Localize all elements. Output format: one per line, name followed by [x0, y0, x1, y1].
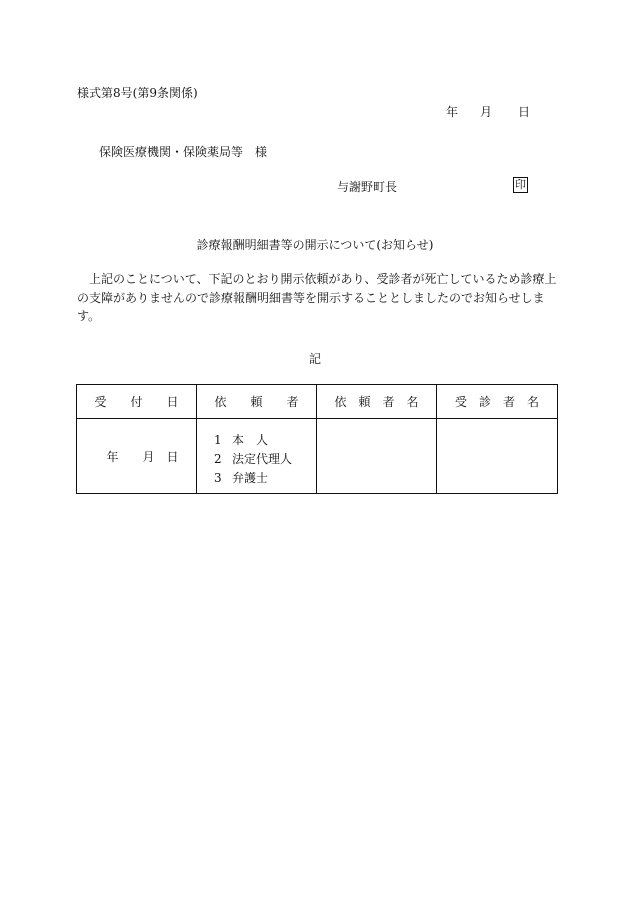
date-cell-year: 年: [106, 449, 119, 464]
list-item: [214, 450, 315, 469]
requester-type-cell[interactable]: [197, 419, 317, 494]
table-row: [77, 419, 558, 494]
type-number: 1: [214, 433, 222, 447]
date-month: 月: [480, 105, 493, 119]
date-day: 日: [518, 105, 531, 119]
type-label: 弁護士: [232, 471, 269, 485]
header-requester: 依 頼 者: [197, 385, 317, 419]
table-header-row: [77, 385, 558, 419]
header-reception-date: 受 付 日: [77, 385, 197, 419]
date-cell-month: 月: [142, 449, 155, 464]
body-text: 上記のことについて、下記のとおり開示依頼があり、受診者が死亡しているため診療上の支障がありませんので診療報酬明細書等を開示することとしましたのでお知らせします。: [77, 272, 557, 323]
date-line: [446, 103, 530, 120]
type-number: 2: [214, 452, 222, 466]
list-item: [214, 469, 315, 488]
seal-mark: 印: [515, 178, 526, 191]
date-cell-day: 日: [166, 449, 179, 464]
reception-date-cell[interactable]: [77, 419, 197, 494]
ki-heading: 記: [308, 352, 321, 366]
form-number: 様式第8号(第9条関係): [77, 86, 198, 100]
document-title: 診療報酬明細書等の開示について(お知らせ): [196, 238, 434, 252]
issuer-name: 与謝野町長: [337, 180, 398, 194]
patient-name-cell[interactable]: [437, 419, 558, 494]
date-year: 年: [446, 105, 459, 119]
requester-type-list: [198, 420, 315, 488]
type-number: 3: [214, 471, 222, 485]
type-label: 本 人: [232, 433, 269, 447]
addressee: 保険医療機関・保険薬局等 様: [99, 145, 268, 159]
list-item: [214, 431, 315, 450]
request-table: [76, 384, 558, 494]
requester-name-cell[interactable]: [317, 419, 437, 494]
header-requester-name: 依 頼 者 名: [317, 385, 437, 419]
type-label: 法定代理人: [232, 452, 293, 466]
header-patient-name: 受 診 者 名: [437, 385, 558, 419]
